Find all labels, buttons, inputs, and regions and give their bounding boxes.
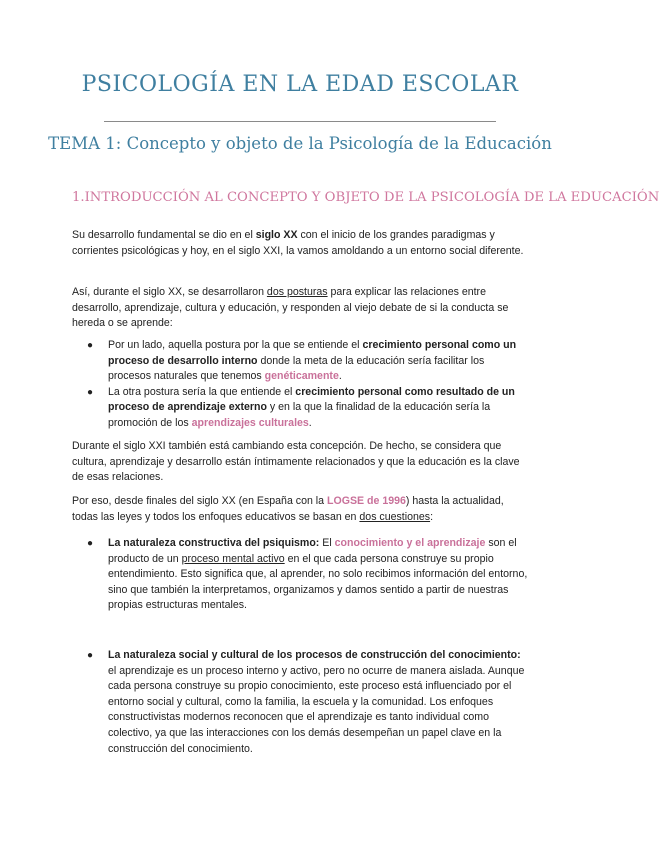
- section-heading: 1.INTRODUCCIÓN AL CONCEPTO Y OBJETO DE LA PSICOLOGÍA DE LA EDUCACIÓN: [72, 190, 659, 205]
- text-run: ) hasta la actualidad, todas las leyes y todos los enfoques educativos se basan en: [72, 495, 504, 523]
- document-title: PSICOLOGÍA EN LA EDAD ESCOLAR: [81, 72, 519, 97]
- text-run: donde la meta de la educación sería facilitar los procesos naturales que tenemos: [108, 354, 485, 383]
- title-divider: [104, 121, 496, 122]
- text-run: :: [430, 510, 434, 523]
- underlined-text: proceso mental activo: [181, 552, 285, 565]
- bold-text: La naturaleza social y cultural de los procesos de construcción del conocimiento:: [108, 649, 521, 661]
- underlined-text: dos posturas: [266, 286, 328, 298]
- text-run: con el inicio de los grandes paradigmas y corrientes psicológicas y hoy, en el siglo XXI, la vamos amoldando a un entorno social diferente.: [72, 229, 524, 257]
- text-run: Por un lado, aquella postura por la que se entiende el: [108, 339, 363, 351]
- bold-text: crecimiento personal como resultado de un proceso de aprendizaje externo: [108, 385, 515, 414]
- bullet-icon: ●: [87, 340, 94, 351]
- text-run: .: [308, 416, 312, 429]
- bullet-icon: ●: [87, 650, 94, 661]
- bold-text: siglo XX: [255, 229, 298, 241]
- highlight-text: conocimiento y el aprendizaje: [334, 537, 486, 549]
- document-subtitle: TEMA 1: Concepto y objeto de la Psicología de la Educación: [48, 134, 552, 153]
- list-item: [72, 648, 528, 757]
- list-item: [72, 338, 528, 385]
- underlined-text: dos cuestiones: [359, 510, 431, 523]
- bold-text: crecimiento personal como un proceso de desarrollo interno: [108, 339, 517, 367]
- text-run: El: [319, 537, 335, 549]
- paragraph-3: [72, 439, 528, 486]
- highlight-text: genéticamente: [264, 370, 339, 383]
- highlight-text: LOGSE de 1996: [327, 495, 406, 507]
- paragraph-1: [72, 228, 528, 259]
- bold-text: La naturaleza constructiva del psiquismo:: [108, 537, 320, 549]
- list-2-item-2: [72, 648, 528, 757]
- list-item: [72, 385, 528, 432]
- text-run: .: [338, 370, 342, 383]
- paragraph-4: [72, 494, 528, 525]
- list-item: [72, 536, 528, 614]
- paragraph-2: [72, 285, 528, 332]
- list-1: [72, 338, 528, 432]
- list-2-item-1: [72, 536, 528, 614]
- bullet-icon: ●: [87, 538, 94, 549]
- text-run: Su desarrollo fundamental se dio en el: [72, 229, 256, 241]
- text-run: Durante el siglo XXI también está cambiando esta concepción. De hecho, se considera que cultura, aprendizaje y desarrollo están íntimamente relacionados y que la educación es la clave de esas relaciones.: [72, 440, 520, 484]
- text-run: para explicar las relaciones entre desarrollo, aprendizaje, cultura y educación, y responden al viejo debate de si la conducta se hereda o se aprende:: [72, 286, 509, 330]
- text-run: Por eso, desde finales del siglo XX (en España con la: [72, 495, 327, 507]
- highlight-text: aprendizajes culturales: [191, 416, 309, 429]
- text-run: el aprendizaje es un proceso interno y activo, pero no ocurre de manera aislada. Aunque cada persona construye su propio conocimiento, este proceso está influenciado por el entorno social y cultural, como la familia, la escuela y la comunidad. Los enfoques constructivistas modernos reconocen que el aprendizaje es tanto individual como colectivo, ya que las interacciones con los demás desempeñan un papel clave en la construcción del conocimiento.: [108, 664, 525, 755]
- text-run: La otra postura sería la que entiende el: [108, 385, 296, 398]
- text-run: son el producto de un: [108, 537, 517, 565]
- text-run: y en la que la finalidad de la educación sería la promoción de los: [108, 401, 491, 429]
- text-run: en el que cada persona construye su propio entendimiento. Esto significa que, al aprender, no solo recibimos información del entorno, sino que también la interpretamos, organizamos y damos sentido a partir de nuestras propias estructuras mentales.: [108, 552, 528, 612]
- text-run: Así, durante el siglo XX, se desarrollaron: [72, 286, 267, 298]
- bullet-icon: ●: [87, 386, 94, 398]
